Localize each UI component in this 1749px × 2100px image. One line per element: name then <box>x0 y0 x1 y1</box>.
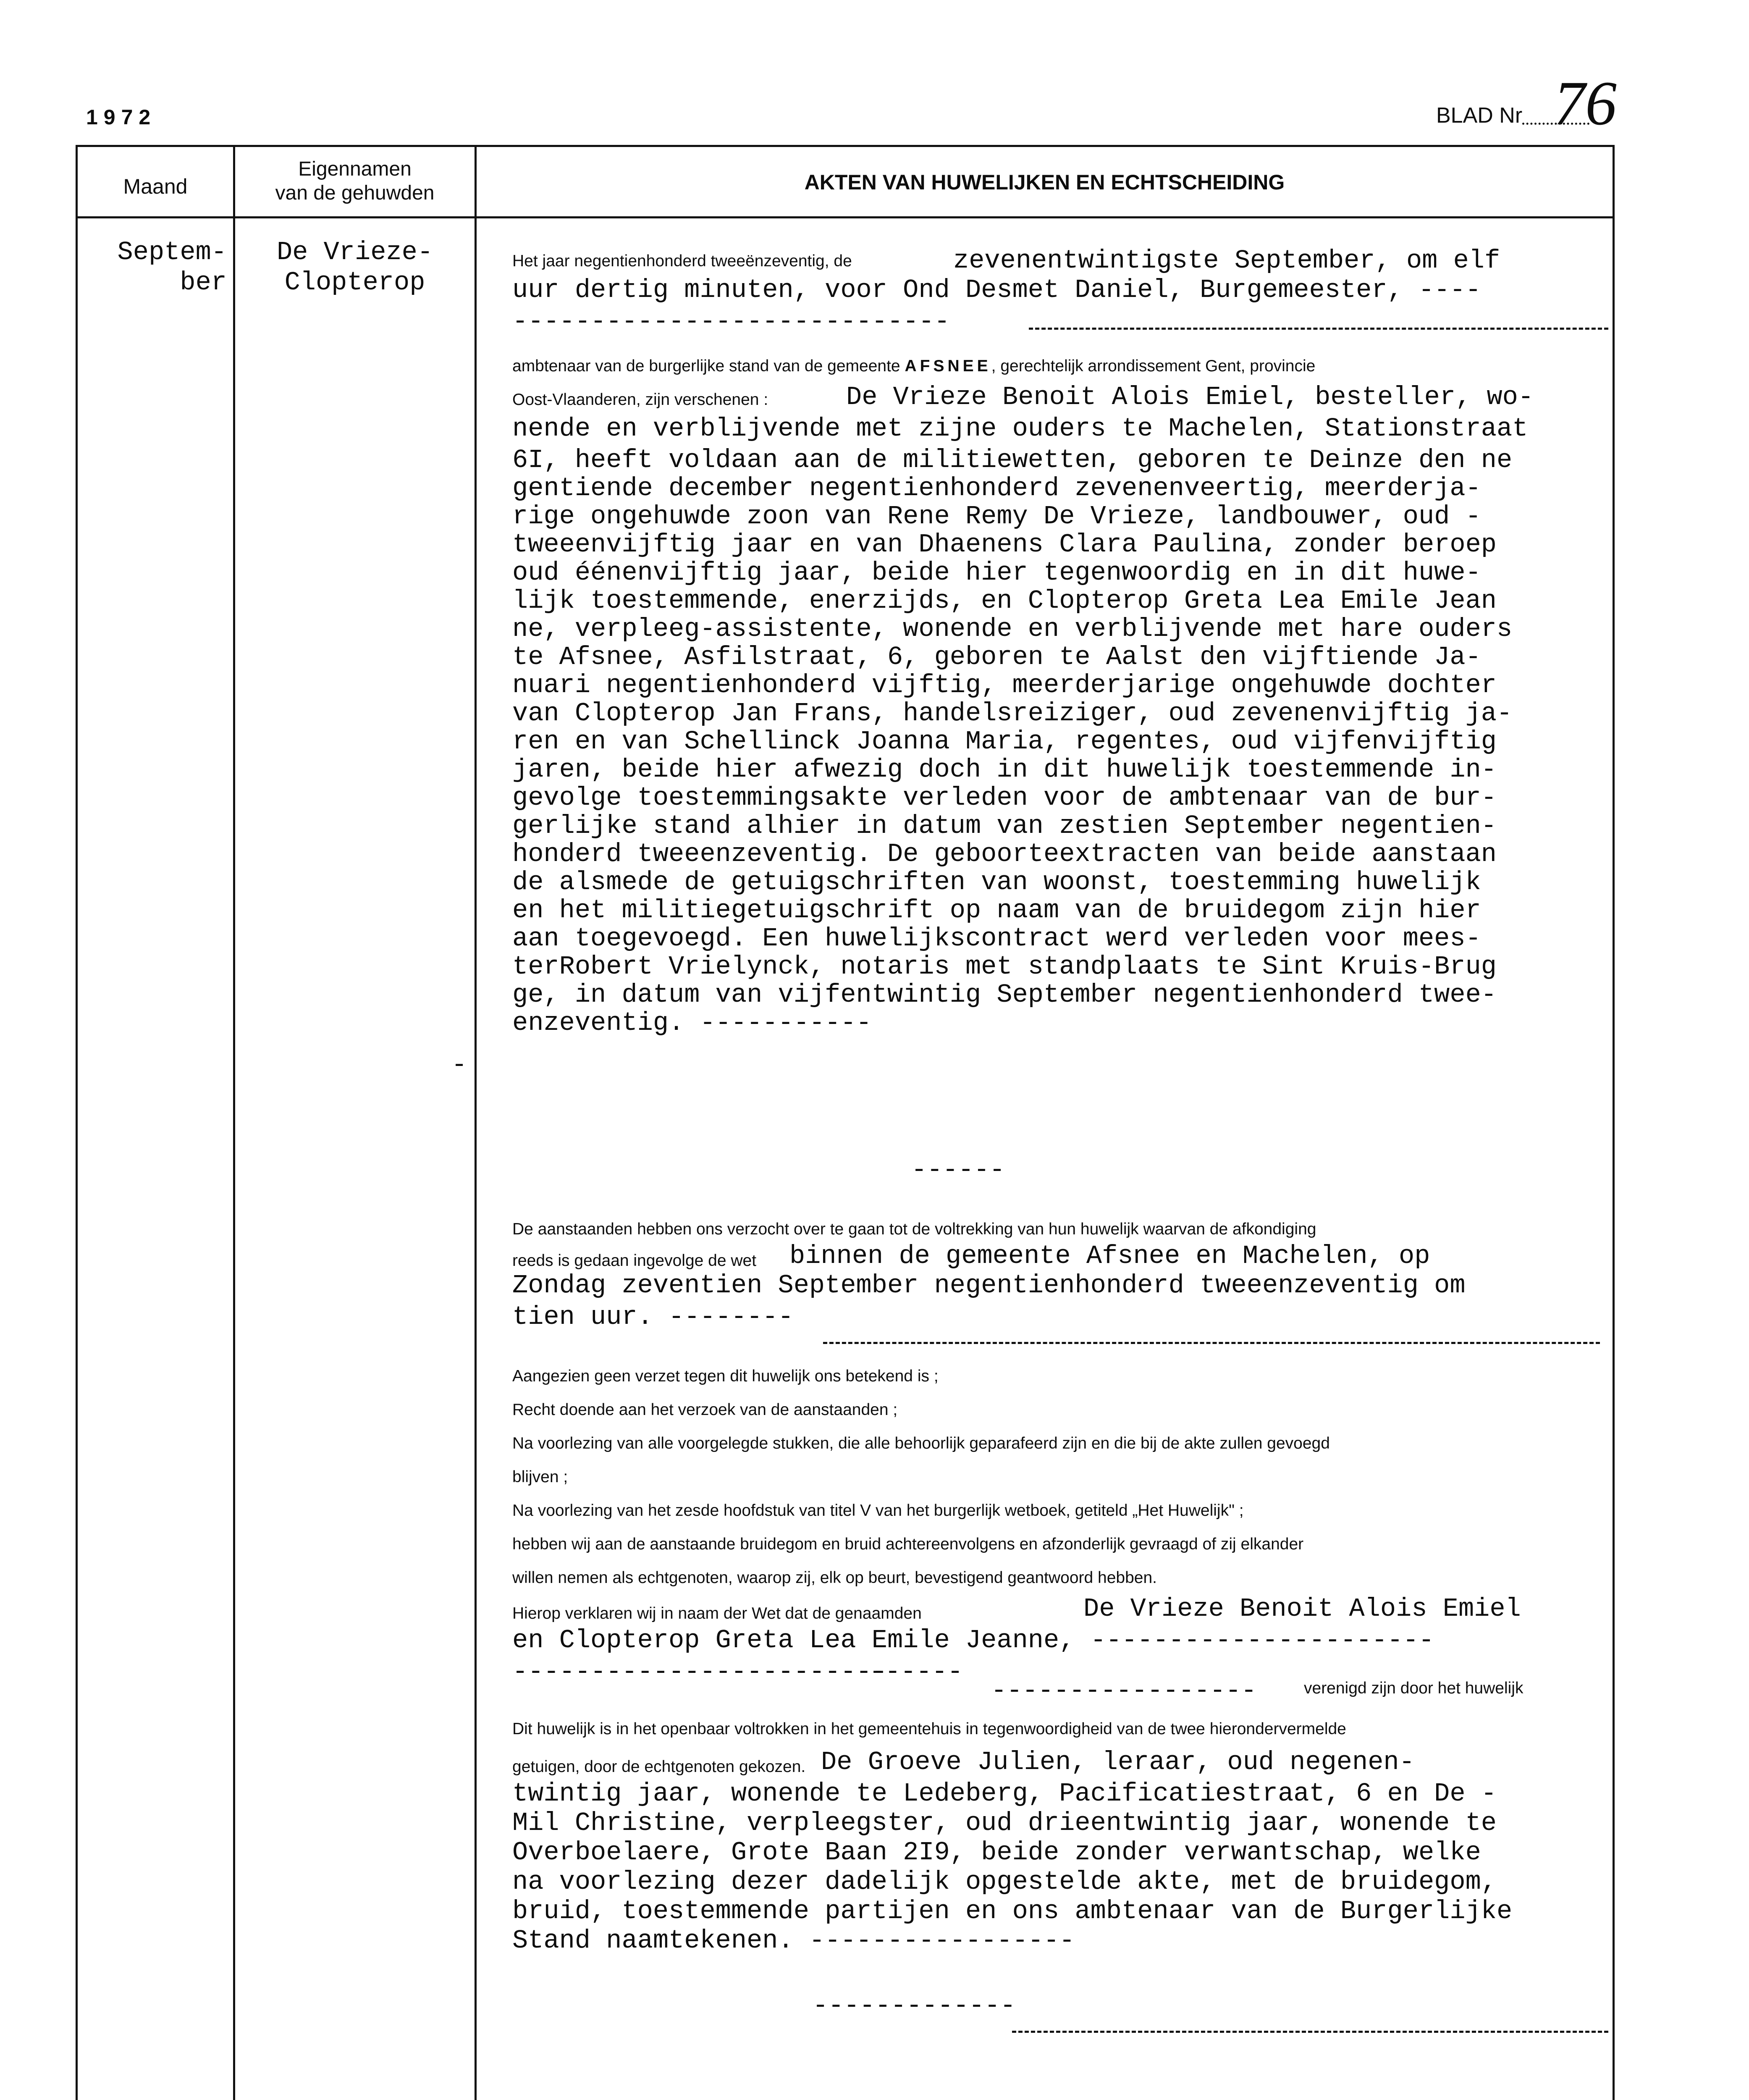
column-header-akten: AKTEN VAN HUWELIJKEN EN ECHTSCHEIDING <box>804 171 1285 194</box>
typed-line: tweeenvijftig jaar en van Dhaenens Clara Paulina, zonder beroep <box>512 530 1497 559</box>
typed-line: bruid, toestemmende partijen en ons ambtenaar van de Burgerlijke <box>512 1896 1513 1926</box>
typed-line: binnen de gemeente Afsnee en Machelen, op <box>789 1241 1430 1271</box>
typed-line: ren en van Schellinck Joanna Maria, regentes, oud vijfenvijftig <box>512 727 1497 756</box>
typed-line: jaren, beide hier afwezig doch in dit huwelijk toestemmende in- <box>512 755 1497 785</box>
printed-line: De aanstaanden hebben ons verzocht over te gaan tot de voltrekking van hun huwelijk waarvan de afkondiging <box>512 1220 1316 1238</box>
column-header-eigennamen: Eigennamen <box>298 158 412 180</box>
entry-month <box>82 237 227 298</box>
printed-line: Recht doende aan het verzoek van de aanstaanden ; <box>512 1401 898 1419</box>
entry-month-line: Septem- <box>117 237 227 267</box>
blad-number: 76 <box>1554 68 1617 138</box>
typed-line: Stand naamtekenen. ----------------- <box>512 1926 1075 1956</box>
printed-line: verenigd zijn door het huwelijk <box>1304 1679 1523 1697</box>
printed-line: hebben wij aan de aanstaande bruidegom en bruid achtereenvolgens en afzonderlijk gevraagd of zij elkander <box>512 1535 1304 1553</box>
register-year: 1972 <box>86 105 157 129</box>
typed-line: gevolge toestemmingsakte verleden voor de ambtenaar van de bur- <box>512 783 1497 813</box>
typed-line: gerlijke stand alhier in datum van zestien September negentien- <box>512 811 1497 841</box>
entry-name-line: De Vrieze- <box>276 237 433 267</box>
typed-line: Mil Christine, verpleegster, oud drieentwintig jaar, wonende te <box>512 1808 1497 1838</box>
typed-line: en Clopterop Greta Lea Emile Jeanne, ---------------------- <box>512 1625 1434 1655</box>
entry-names <box>235 237 475 298</box>
typed-line: zevenentwintigste September, om elf <box>953 246 1500 276</box>
typed-line: Overboelaere, Grote Baan 2I9, beide zonder verwantschap, welke <box>512 1838 1481 1867</box>
printed-line: reeds is gedaan ingevolge de wet <box>512 1252 757 1270</box>
typed-line: ------ <box>869 1657 963 1687</box>
typed-line: oud éénenvijftig jaar, beide hier tegenwoordig en in dit huwe- <box>512 558 1481 588</box>
fill-line <box>823 1342 1600 1344</box>
printed-line: willen nemen als echtgenoten, waarop zij, elk op beurt, bevestigend geantwoord hebben. <box>512 1569 1157 1587</box>
typed-line: De Groeve Julien, leraar, oud negenen- <box>821 1747 1415 1777</box>
printed-text: ambtenaar van de burgerlijke stand van de gemeente <box>512 357 900 375</box>
typed-line: nende en verblijvende met zijne ouders te Machelen, Stationstraat <box>512 414 1528 444</box>
header-row-divider <box>76 216 1615 218</box>
printed-line <box>512 357 1315 375</box>
typed-line: enzeventig. ----------- <box>512 1008 872 1038</box>
typed-line: tien uur. -------- <box>512 1302 794 1332</box>
column-divider-maand <box>233 145 235 2100</box>
printed-line: Dit huwelijk is in het openbaar voltrokken in het gemeentehuis in tegenwoordigheid van de twee hierondervermelde <box>512 1720 1346 1738</box>
column-header-maand: Maand <box>123 175 188 198</box>
typed-line: ----------------- <box>991 1676 1257 1706</box>
fill-line <box>1029 328 1608 330</box>
section-separator: ------ <box>911 1155 1005 1185</box>
typed-line: rige ongehuwde zoon van Rene Remy De Vrieze, landbouwer, oud - <box>512 501 1481 531</box>
typed-line: en het militiegetuigschrift op naam van de bruidegom zijn hier <box>512 895 1481 925</box>
typed-line: ge, in datum van vijfentwintig September negentienhonderd twee- <box>512 980 1497 1010</box>
typed-line: ------------- <box>813 1991 1016 2021</box>
typed-line: ------------------------ <box>512 1657 887 1687</box>
printed-line: blijven ; <box>512 1468 568 1486</box>
typed-line: te Afsnee, Asfilstraat, 6, geboren te Aalst den vijftiende Ja- <box>512 642 1481 672</box>
printed-line: Na voorlezing van alle voorgelegde stukken, die alle behoorlijk geparafeerd zijn en die bij de akte zullen gevoegd <box>512 1434 1330 1452</box>
printed-line: Hierop verklaren wij in naam der Wet dat de genaamden <box>512 1604 922 1622</box>
entry-month-line: ber <box>180 268 227 297</box>
typed-line: terRobert Vrielynck, notaris met standplaats te Sint Kruis-Brug <box>512 952 1497 982</box>
typed-line: De Vrieze Benoit Alois Emiel <box>1083 1594 1521 1624</box>
typed-line: ---------------------------- <box>512 307 950 336</box>
printed-line: Het jaar negentienhonderd tweeënzeventig, de <box>512 252 852 270</box>
column-divider-names <box>475 145 477 2100</box>
municipality-name: AFSNEE <box>905 357 991 375</box>
blad-label: BLAD Nr <box>1436 103 1523 128</box>
typed-line: De Vrieze Benoit Alois Emiel, besteller, wo- <box>846 382 1534 412</box>
printed-line: Oost-Vlaanderen, zijn verschenen : <box>512 391 768 409</box>
typed-line: ne, verpleeg-assistente, wonende en verblijvende met hare ouders <box>512 614 1513 644</box>
typed-line: honderd tweeenzeventig. De geboorteextracten van beide aanstaan <box>512 839 1497 869</box>
printed-text: , gerechtelijk arrondissement Gent, provincie <box>991 357 1316 375</box>
printed-line: Na voorlezing van het zesde hoofdstuk van titel V van het burgerlijk wetboek, getiteld „Het Huwelijk" ; <box>512 1502 1244 1520</box>
printed-line: getuigen, door de echtgenoten gekozen. <box>512 1758 806 1776</box>
typed-line: Zondag zeventien September negentienhonderd tweeenzeventig om <box>512 1270 1466 1300</box>
typed-line: van Clopterop Jan Frans, handelsreiziger, oud zevenenvijftig ja- <box>512 698 1513 728</box>
typed-line: twintig jaar, wonende te Ledeberg, Pacificatiestraat, 6 en De - <box>512 1779 1497 1809</box>
entry-name-line: Clopterop <box>284 268 425 297</box>
typed-line: na voorlezing dezer dadelijk opgestelde akte, met de bruidegom, <box>512 1867 1497 1897</box>
typed-line: nuari negentienhonderd vijftig, meerderjarige ongehuwde dochter <box>512 670 1497 700</box>
fill-line <box>1012 2031 1608 2033</box>
column-header-gehuwden: van de gehuwden <box>275 182 435 204</box>
typed-line: gentiende december negentienhonderd zevenenveertig, meerderja- <box>512 473 1481 503</box>
margin-mark: - <box>451 1050 467 1080</box>
typed-line: 6I, heeft voldaan aan de militiewetten, geboren te Deinze den ne <box>512 445 1513 475</box>
printed-line: Aangezien geen verzet tegen dit huwelijk ons betekend is ; <box>512 1367 939 1385</box>
typed-line: aan toegevoegd. Een huwelijkscontract werd verleden voor mees- <box>512 924 1481 953</box>
typed-line: uur dertig minuten, voor Ond Desmet Daniel, Burgemeester, ---- <box>512 275 1481 305</box>
signatures-area <box>477 2058 1606 2100</box>
typed-line: lijk toestemmende, enerzijds, en Clopterop Greta Lea Emile Jean <box>512 586 1497 616</box>
typed-line: de alsmede de getuigschriften van woonst, toestemming huwelijk <box>512 867 1481 897</box>
